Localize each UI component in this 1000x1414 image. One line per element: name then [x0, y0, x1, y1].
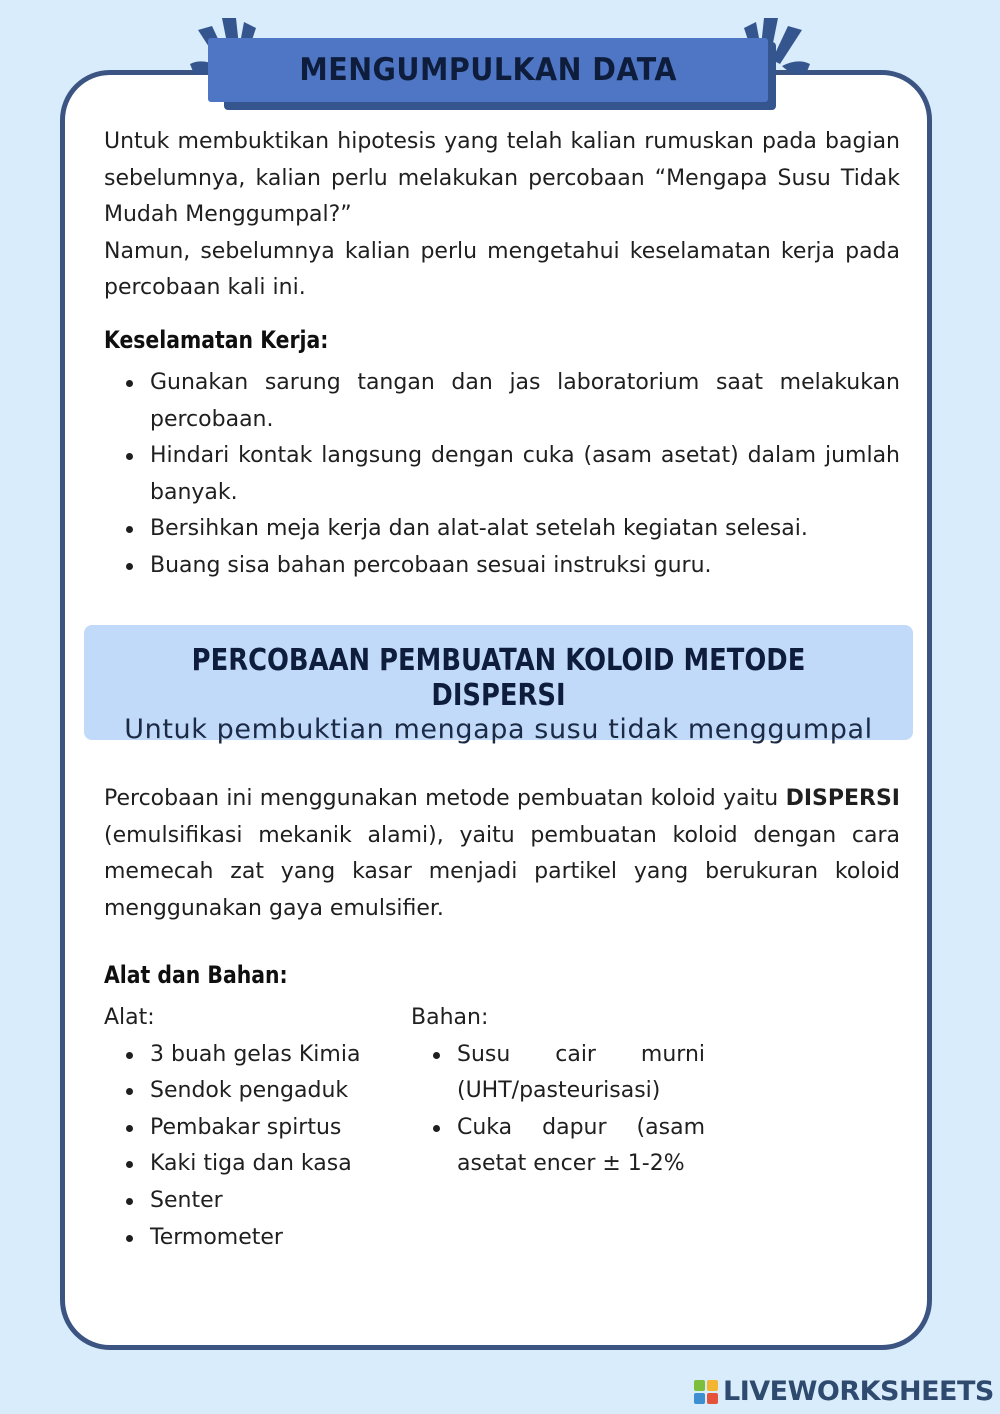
- ingredients-label: Bahan:: [411, 1005, 489, 1030]
- list-item: Senter: [104, 1183, 384, 1220]
- method-rest: (emulsifikasi mekanik alami), yaitu pembuatan koloid dengan cara memecah zat yang kasar menjadi partikel yang berukuran koloid menggunakan gaya emulsifier.: [104, 822, 900, 921]
- method-paragraph: [104, 781, 900, 927]
- tools-label: Alat:: [104, 1005, 155, 1030]
- method-keyword: DISPERSI: [785, 786, 900, 811]
- liveworksheets-logo[interactable]: [694, 1376, 994, 1407]
- list-item: Termometer: [104, 1220, 384, 1257]
- method-lead: Percobaan ini menggunakan metode pembuatan koloid yaitu: [104, 786, 779, 811]
- list-item: Pembakar spirtus: [104, 1110, 384, 1147]
- list-item: Cuka dapur (asam asetat encer ± 1-2%: [411, 1110, 705, 1183]
- ingredients-column: [411, 1000, 705, 1183]
- list-item: Kaki tiga dan kasa: [104, 1146, 384, 1183]
- list-item: Gunakan sarung tangan dan jas laboratorium saat melakukan percobaan.: [104, 365, 900, 438]
- list-item: 3 buah gelas Kimia: [104, 1037, 384, 1074]
- experiment-title-box: [84, 625, 913, 745]
- banner: [208, 38, 768, 102]
- materials-heading: Alat dan Bahan:: [104, 961, 288, 989]
- experiment-title: PERCOBAAN PEMBUATAN KOLOID METODE DISPERSI: [191, 643, 806, 713]
- ingredients-list: [411, 1037, 705, 1183]
- list-item: Buang sisa bahan percobaan sesuai instruksi guru.: [104, 548, 900, 585]
- header-banner: [190, 14, 810, 114]
- safety-list: [104, 365, 900, 585]
- intro-section: [104, 124, 900, 307]
- intro-paragraph-2: Namun, sebelumnya kalian perlu mengetahui keselamatan kerja pada percobaan kali ini.: [104, 238, 900, 301]
- list-item: Sendok pengaduk: [104, 1073, 384, 1110]
- tools-column: [104, 1000, 384, 1256]
- page-title: MENGUMPULKAN DATA: [299, 52, 677, 88]
- list-item: Bersihkan meja kerja dan alat-alat setelah kegiatan selesai.: [104, 511, 900, 548]
- logo-mark-icon: [694, 1380, 718, 1404]
- safety-heading: Keselamatan Kerja:: [104, 326, 329, 354]
- safety-list-wrap: [104, 365, 900, 585]
- list-item: Hindari kontak langsung dengan cuka (asam asetat) dalam jumlah banyak.: [104, 438, 900, 511]
- tools-list: [104, 1037, 384, 1257]
- logo-text: LIVEWORKSHEETS: [723, 1376, 994, 1407]
- intro-paragraph-1: Untuk membuktikan hipotesis yang telah kalian rumuskan pada bagian sebelumnya, kalian perlu melakukan percobaan “Mengapa Susu Tidak Mudah Menggumpal?”: [104, 129, 900, 228]
- list-item: Susu cair murni (UHT/pasteurisasi): [411, 1037, 705, 1110]
- experiment-subtitle: Untuk pembuktian mengapa susu tidak menggumpal: [124, 714, 873, 745]
